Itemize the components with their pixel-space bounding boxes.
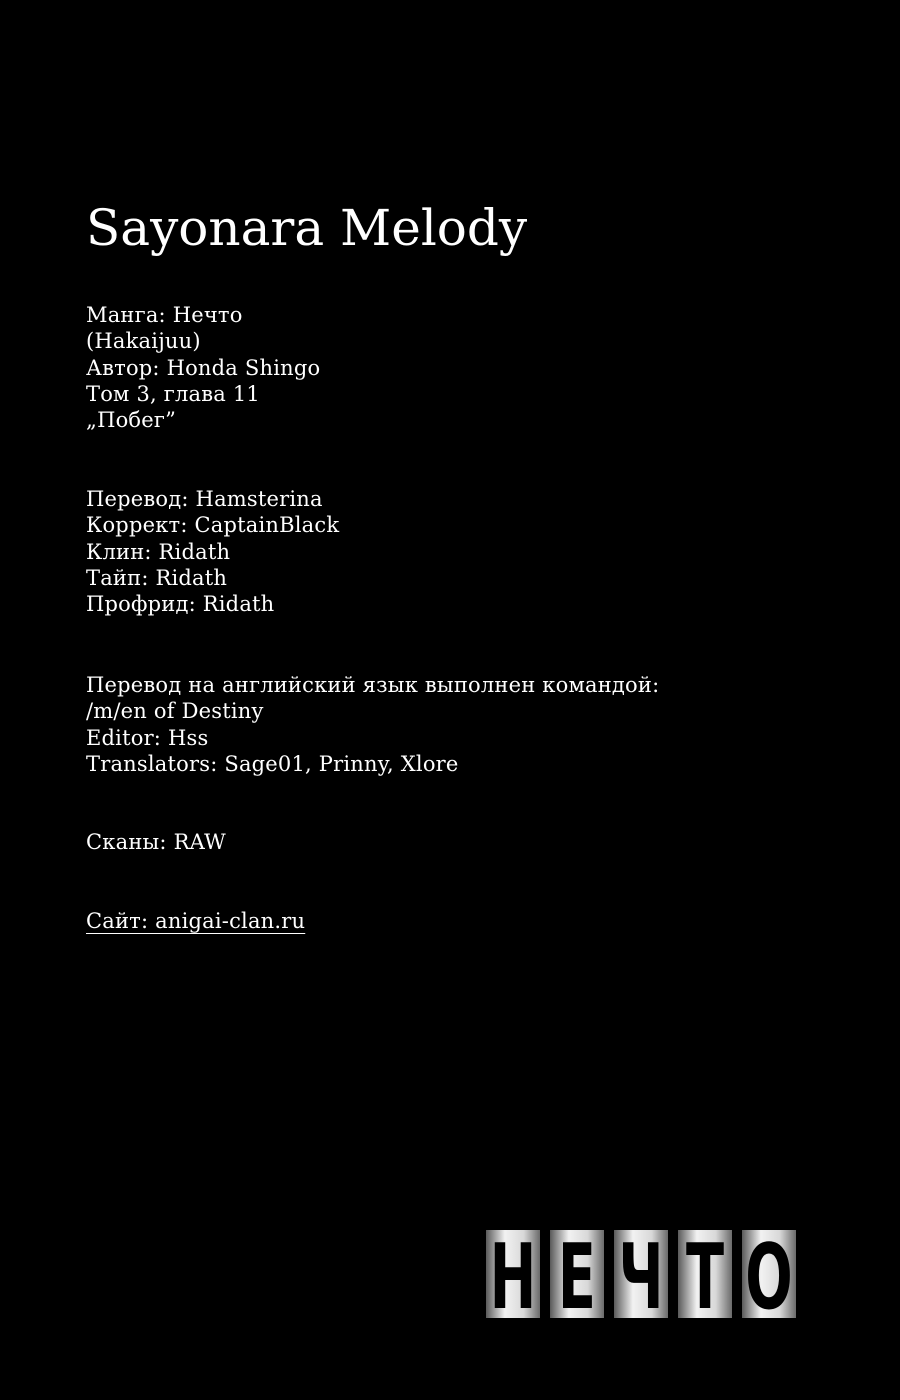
scans-credit	[86, 829, 226, 855]
logo-letter-5: О	[745, 1228, 793, 1320]
team-credits	[86, 486, 339, 617]
logo-letter-1: Н	[489, 1228, 537, 1320]
english-translation-credits	[86, 672, 659, 777]
page-title: Sayonara Melody	[86, 199, 528, 257]
english-editor-line: Editor: Hss	[86, 725, 209, 750]
scans-line: Сканы: RAW	[86, 830, 226, 854]
author-line: Автор: Honda Shingo	[86, 355, 321, 380]
manga-title-line: Манга: Нечто	[86, 303, 243, 327]
typesetter-line: Тайп: Ridath	[86, 565, 228, 590]
logo-letter-2: Е	[557, 1228, 597, 1320]
manga-original-title-line: (Hakaijuu)	[86, 329, 201, 354]
proofreader-line: Коррект: CaptainBlack	[86, 513, 340, 538]
english-team-heading: Перевод на английский язык выполнен командой:	[86, 673, 660, 697]
site-link[interactable]: Сайт: anigai-clan.ru	[86, 909, 306, 933]
volume-chapter-line: Том 3, глава 11	[86, 381, 260, 406]
site-credit	[86, 908, 305, 934]
logo-letter-3: Ч	[618, 1228, 664, 1320]
logo-letter-4: Т	[685, 1228, 725, 1320]
translator-line: Перевод: Hamsterina	[86, 487, 323, 511]
manga-info	[86, 302, 320, 433]
series-logo	[482, 1228, 800, 1320]
proofread-line: Профрид: Ridath	[86, 592, 275, 617]
cleaner-line: Клин: Ridath	[86, 539, 231, 564]
english-team-name: /m/en of Destiny	[86, 699, 264, 724]
chapter-name-line: „Побег”	[86, 408, 177, 433]
english-translators-line: Translators: Sage01, Prinny, Xlore	[86, 751, 459, 776]
